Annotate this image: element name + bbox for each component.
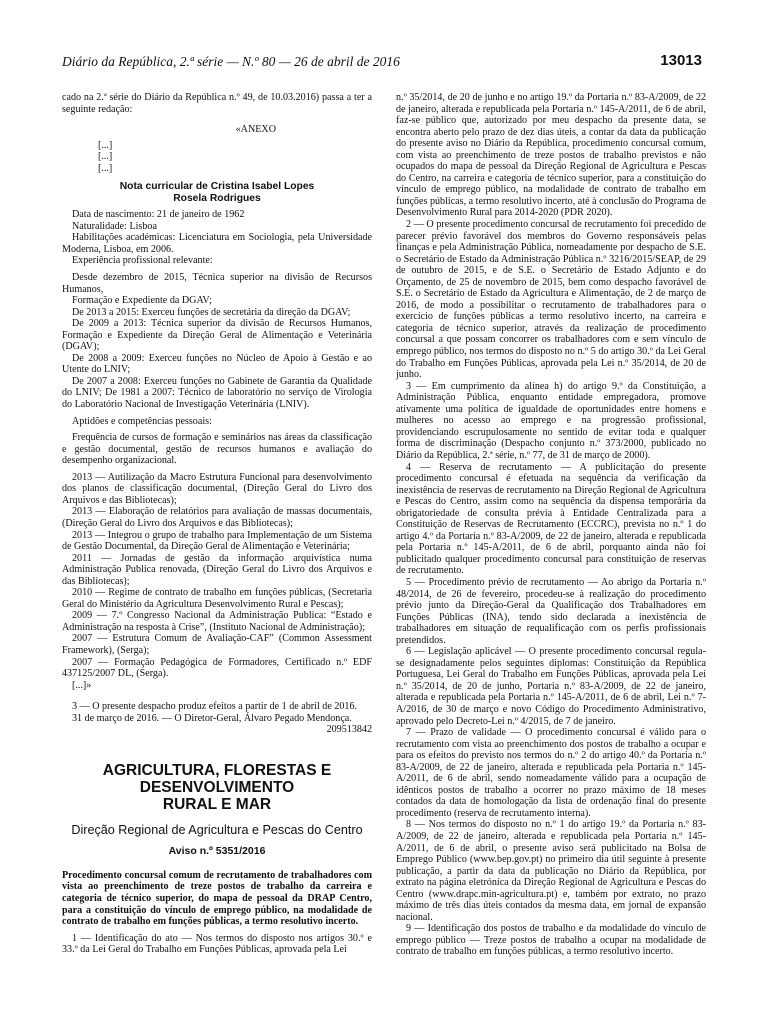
paragraph: Experiência profissional relevante: xyxy=(72,255,213,267)
paragraph: 4 — Reserva de recrutamento — A publicitação do presente procedimento concursal é efetuada na sequência da verificação da inexistência de reservas de recrutamento na Direção Regional de Agricultura e Pescas do Centro, assim como na sequência da dispensa temporária da obrigatoriedade de consulta prévia à Entidade Centralizada para a Constituição de Reservas de Recrutamento (ECCRC), prevista no n.º 1 do artigo 4.º da Portaria n.º 83-A/2009, de 22 de janeiro, alterada e republicada pela Portaria n.º 145-A/2011, de 6 de abril, porquanto ainda não foi publicitado qualquer procedimento concursal para constituição de reservas de recrutamento. xyxy=(396,461,706,577)
ellipsis-line: [...] xyxy=(98,151,113,163)
paragraph: cado na 2.ª série do Diário da República n.º 49, de 10.03.2016) passa a ter a seguinte redação: xyxy=(62,92,372,115)
paragraph: 2007 — Formação Pedagógica de Formadores, Certificado n.º EDF 437125/2007 DL, (Serga). xyxy=(62,656,372,680)
paragraph: Habilitações académicas: Licenciatura em Sociologia, pela Universidade Moderna, Lisboa, em 2006. xyxy=(62,232,372,255)
paragraph: Naturalidade: Lisboa xyxy=(72,220,157,232)
paragraph: Aptidões e competências pessoais: xyxy=(72,415,212,427)
notice-summary: Procedimento concursal comum de recrutamento de trabalhadores com vista ao preenchimento de treze postos de trabalho da carreira e categoria de técnico superior, do mapa de pessoal da DRAP Centro, para a constituição do vínculo de emprego público, na modalidade de contrato de trabalho em funções públicas, a termo resolutivo incerto. xyxy=(62,869,372,928)
paragraph: 3 — Em cumprimento da alínea h) do artigo 9.º da Constituição, a Administração Pública, enquanto entidade empregadora, promove ativamente uma política de igualdade de oportunidades entre homens e mulheres no acesso ao emprego e na progressão profissional, providenciando escrupulosamente no sentido de evitar toda e qualquer forma de discriminação (Despacho conjunto n.º 373/2000, publicado no Diário da República, 2.ª série, n.º 77, de 31 de março de 2000). xyxy=(396,380,706,461)
paragraph: De 2009 a 2013: Técnica superior da divisão de Recursos Humanos, Formação e Expediente da Direção Geral de Alimentação e Veterinária (DGAV); xyxy=(62,318,372,353)
paragraph: [...]» xyxy=(72,679,92,691)
paragraph: 2009 — 7.º Congresso Nacional da Administração Publica: “Estado e Administração na resposta à Crise”, (Instituto Nacional de Administração); xyxy=(62,610,372,633)
section-title-line: RURAL E MAR xyxy=(162,795,272,813)
paragraph: 2011 — Jornadas de gestão da informação arquivística numa Administração Publica renovada, (Direção Geral do Livro dos Arquivos e das Bibliotecas); xyxy=(62,552,372,587)
left-column xyxy=(62,92,372,956)
page-number: 13013 xyxy=(660,52,702,69)
paragraph: 2010 — Regime de contrato de trabalho em funções públicas, (Secretaria Geral do Ministério da Agricultura Desenvolvimento Rural e Pescas); xyxy=(62,587,372,610)
ellipsis-line: [...] xyxy=(98,139,113,151)
paragraph: 5 — Procedimento prévio de recrutamento — Ao abrigo da Portaria n.º 48/2014, de 26 de fevereiro, procedeu-se à realização do procedimento prévio junto da Direção-Geral da Qualificação dos Trabalhadores em Funções Públicas (INA), tendo sido declarada a inexistência de trabalhadores em situação de requalificação com os perfis profissionais pretendidos. xyxy=(396,576,706,646)
department-heading: Direção Regional de Agricultura e Pescas do Centro xyxy=(71,822,363,837)
section-title-line: AGRICULTURA, FLORESTAS E DESENVOLVIMENTO xyxy=(102,761,332,796)
journal-running-title: Diário da República, 2.ª série — N.º 80 — 26 de abril de 2016 xyxy=(62,54,400,69)
paragraph: Frequência de cursos de formação e seminários nas áreas da classificação e gestão documental, gestão de recursos humanos e avaliação do desempenho organizacional. xyxy=(62,432,372,467)
paragraph: 2 — O presente procedimento concursal de recrutamento foi precedido de parecer prévio favorável dos membros do Governo responsáveis pelas finanças e pela Administração Pública, nomeadamente por despacho de S.E. o Secretário de Estado da Administração Pública n.º 3216/2015/SEAP, de 29 de outubro de 2015, e de S.E. o Secretário de Estado Adjunto e do Orçamento, de 25 de novembro de 2015, bem como despacho favorável de S.E. o Secretário de Estado da Agricultura e Alimentação, de 2 de março de 2016, de modo a possibilitar o recrutamento de trabalhadores para o exercício de funções públicas a termo resolutivo incerto, na carreira e categoria de técnico superior, através da realização de procedimento concursal a que possam concorrer os trabalhadores com e sem vínculo de emprego público, nos termos do disposto no n.º 5 do artigo 30.º da Lei Geral do Trabalho em Funções Públicas, aprovada pela Lei n.º 35/2014, de 20 de junho. xyxy=(396,219,706,381)
ellipsis-line: [...] xyxy=(98,162,113,174)
page-header xyxy=(62,52,702,76)
paragraph: 9 — Identificação dos postos de trabalho e da modalidade do vínculo de emprego público — Treze postos de trabalho a ocupar na modalidade de contrato de trabalho em funções públicas, a termo resolutivo incerto. xyxy=(396,923,706,958)
paragraph: 1 — Identificação do ato — Nos termos do disposto nos artigos 30.º e 33.º da Lei Geral do Trabalho em Funções Públicas, aprovada pela Lei xyxy=(62,932,372,956)
nota-curricular-title xyxy=(62,181,372,205)
paragraph: Data de nascimento: 21 de janeiro de 1962 xyxy=(72,209,245,221)
paragraph: De 2013 a 2015: Exerceu funções de secretária da direção da DGAV; xyxy=(72,306,351,318)
paragraph: De 2008 a 2009: Exerceu funções no Núcleo de Apoio à Gestão e ao Utente do LNIV; xyxy=(62,352,372,376)
paragraph: 2007 — Estrutura Comum de Avaliação-CAF” (Common Assessment Framework), (Serga); xyxy=(62,633,372,656)
paragraph: 7 — Prazo de validade — O procedimento concursal é válido para o recrutamento com vista ao preenchimento dos postos de trabalho a ocupar e para os efeitos do previsto nos termos do n.º 2 do artigo 40.º da Portaria n.º 83-A/2009, de 22 de janeiro, alterada e republicada pela Portaria n.º 145-A/2011, de 6 de abril, sendo nomeadamente válido para a ocupação de idênticos postos de trabalho a ocorrer no prazo máximo de 18 meses contados da data de homologação da lista de ordenação final do presente procedimento (reserva de recrutamento interna). xyxy=(396,727,706,819)
nota-title-line: Nota curricular de Cristina Isabel Lopes xyxy=(119,181,315,193)
anexo-heading: «ANEXO xyxy=(235,124,276,136)
paragraph: 8 — Nos termos do disposto no n.º 1 do artigo 19.º da Portaria n.º 83-A/2009, de 22 de janeiro, alterada e republicada pela Portaria n.º 145-A/2011, de 6 de abril, o presente aviso será publicitado na Bolsa de Emprego Público (www.bep.gov.pt) no primeiro dia útil seguinte à presente publicação, a partir da data da publicação no Diário da República, por extrato na página eletrónica da Direção Regional de Agricultura e Pescas do Centro (www.drapc.min-agricultura.pt) e, também por extrato, no prazo máximo de três dias úteis contados da mesma data, em jornal de expansão nacional. xyxy=(396,819,706,923)
signature-line: 31 de março de 2016. — O Diretor-Geral, Álvaro Pegado Mendonça. xyxy=(72,712,352,724)
section-title xyxy=(62,762,372,813)
paragraph: De 2007 a 2008: Exerceu funções no Gabinete de Garantia da Qualidade do LNIV; De 1981 a 2007: Técnico de laboratório no serviço de Virologia do Laboratório Nacional de Investigação Veterinária (LNIV). xyxy=(62,375,372,411)
right-column xyxy=(396,92,706,958)
paragraph: 2013 — Autilização da Macro Estrutura Funcional para desenvolvimento dos planos de classificação documental, (Direção Geral do Livro dos Arquivos e das Bibliotecas); xyxy=(62,471,372,506)
paragraph: 2013 — Integrou o grupo de trabalho para Implementação de um Sistema de Gestão Documental, da Direção Geral de Alimentação e Veterinária; xyxy=(62,529,372,553)
nota-title-line: Rosela Rodrigues xyxy=(173,193,261,205)
document-reference-number: 209513842 xyxy=(326,724,372,736)
paragraph: n.º 35/2014, de 20 de junho e no artigo 19.º da Portaria n.º 83-A/2009, de 22 de janeiro, alterada e republicada pela Portaria n.º 145-A/2011, de 6 de abril, faz-se público que, autorizado por meu despacho da presente data, se encontra aberto pelo prazo de dez dias úteis, a contar da data da publicação do presente aviso no Diário da República, procedimento concursal comum, com vista ao preenchimento de treze postos de trabalho previstos e não ocupados do mapa de pessoal da Direção Regional de Agricultura e Pescas do Centro, na carreira e categoria de técnico superior, para a constituição do vínculo de emprego público, na modalidade de contrato de trabalho em funções públicas, a termo resolutivo incerto, até à conclusão do Programa de Desenvolvimento Rural para 2014-2020 (PDR 2020). xyxy=(396,92,706,219)
paragraph: 3 — O presente despacho produz efeitos a partir de 1 de abril de 2016. xyxy=(72,701,358,713)
paragraph: 2013 — Elaboração de relatórios para avaliação de massas documentais, (Direção Geral do Livro dos Arquivos e das Bibliotecas); xyxy=(62,506,372,529)
paragraph: Desde dezembro de 2015, Técnica superior na divisão de Recursos Humanos, xyxy=(62,272,372,295)
paragraph: Formação e Expediente da DGAV; xyxy=(72,295,212,307)
paragraph: 6 — Legislação aplicável — O presente procedimento concursal regula-se designadamente pelos seguintes diplomas: Constituição da República Portuguesa, Lei Geral do Trabalho em Funções Públicas, aprovada pela Lei n.º 35/2014, de 20 de junho, Portaria n.º 83-A/2009, de 22 de janeiro, alterada e republicada pela Portaria n.º 145-A/2011, de 6 de abril, Lei n.º 7-A/2016, de 30 de março e novo Código do Procedimento Administrativo, aprovado pelo Decreto-Lei n.º 4/2015, de 7 de janeiro. xyxy=(396,646,706,727)
notice-number: Aviso n.º 5351/2016 xyxy=(168,845,266,858)
